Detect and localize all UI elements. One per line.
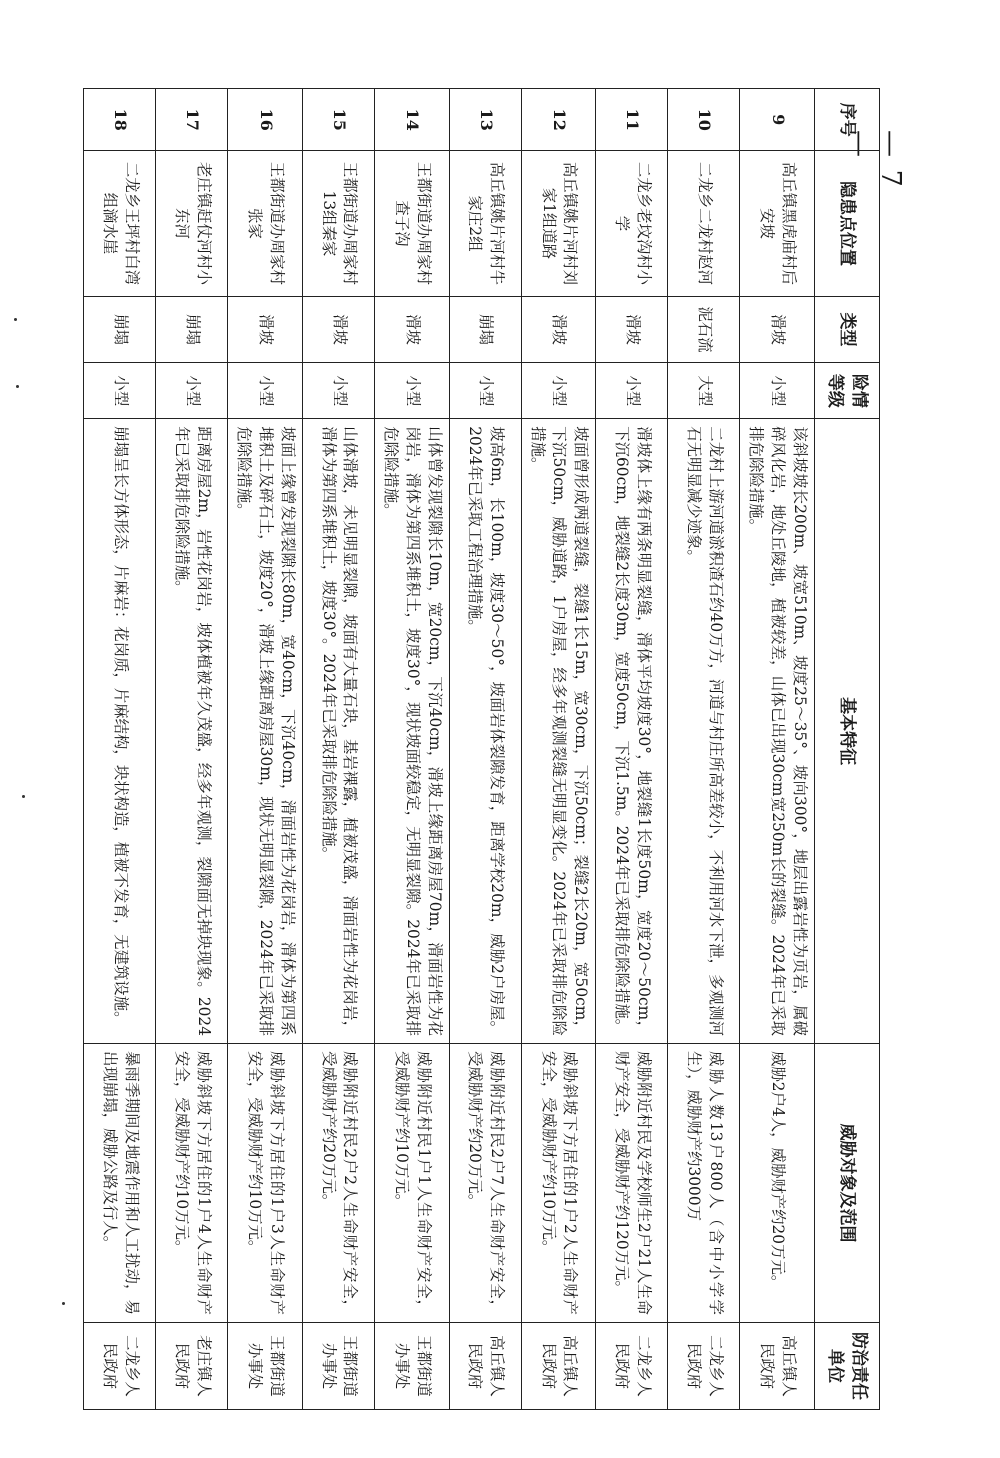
scan-speck <box>14 318 17 321</box>
cell-threat: 威胁2户4人，威胁财产约20万元。 <box>740 1044 815 1323</box>
cell-level: 小型 <box>375 363 450 419</box>
cell-location: 二龙乡王坪村白湾组滴水崖 <box>84 151 156 296</box>
cell-level: 小型 <box>228 363 303 419</box>
cell-type: 滑坡 <box>521 296 596 363</box>
cell-threat: 威胁附近村民2户7人生命财产安全，受威胁财产约20万元。 <box>449 1044 521 1323</box>
cell-threat: 暴雨季期间及地震作用和人工扰动，易出现崩塌，威胁公路及行人。 <box>84 1044 156 1323</box>
cell-unit: 王都街道办事处 <box>228 1322 303 1409</box>
cell-location: 二龙乡老坟沟村小学 <box>596 151 668 296</box>
page-number: — 7 — <box>844 130 906 189</box>
cell-feature: 崩塌呈长方体形态，片麻岩：花岗质，片麻结构，块状构造，植被不发育，无建筑设施。 <box>84 419 156 1044</box>
cell-type: 崩塌 <box>449 296 521 363</box>
cell-location: 高丘镇姚片河村牛家庄2组 <box>449 151 521 296</box>
hazard-table <box>84 88 881 1410</box>
cell-unit: 二龙乡人民政府 <box>596 1322 668 1409</box>
cell-index: 14 <box>375 89 450 151</box>
cell-location: 高丘镇姚片河村刘家1组道路 <box>521 151 596 296</box>
table-row <box>303 89 375 1410</box>
header-level: 险情等级 <box>815 363 880 419</box>
header-threat: 威胁对象及范围 <box>815 1044 880 1323</box>
header-type: 类型 <box>815 296 880 363</box>
table-row <box>84 89 156 1410</box>
table-row <box>521 89 596 1410</box>
cell-location: 老庄镇赶仗河村小东河 <box>156 151 228 296</box>
cell-threat: 威胁斜坡下方居住的1户2人生命财产安全，受威胁财产约10万元。 <box>521 1044 596 1323</box>
cell-feature: 山体滑坡，未见明显裂隙，坡面有大量石块，基岩裸露，植被茂盛，滑面岩性为花岗岩，滑体为第四系堆积土，坡度30°。2024年已采取排危除险措施。 <box>303 419 375 1044</box>
cell-unit: 高丘镇人民政府 <box>521 1322 596 1409</box>
cell-level: 小型 <box>156 363 228 419</box>
table-row <box>740 89 815 1410</box>
cell-index: 16 <box>228 89 303 151</box>
table-row <box>449 89 521 1410</box>
scan-speck <box>22 795 25 798</box>
cell-feature: 距离房屋2m，岩性花岗岩，坡体植被年久茂盛，经多年观测，裂隙面无掉块现象。2024年已采取排危除险措施。 <box>156 419 228 1044</box>
cell-threat: 威胁斜坡下方居住的1户3人生命财产安全，受威胁财产约10万元。 <box>228 1044 303 1323</box>
cell-location: 王都街道办周家村13组秦家 <box>303 151 375 296</box>
scan-speck <box>16 385 19 388</box>
cell-type: 滑坡 <box>740 296 815 363</box>
cell-threat: 威胁附近村民1户1人生命财产安全，受威胁财产约10万元。 <box>375 1044 450 1323</box>
cell-feature: 二龙村上游河道淤积渣石约40万方，河道与村庄所高差较小，不利用河水下泄，多观测河石无明显减少迹象。 <box>668 419 740 1044</box>
cell-unit: 二龙乡人民政府 <box>668 1322 740 1409</box>
table-row <box>375 89 450 1410</box>
cell-index: 11 <box>596 89 668 151</box>
cell-level: 小型 <box>449 363 521 419</box>
cell-level: 小型 <box>521 363 596 419</box>
cell-level: 大型 <box>668 363 740 419</box>
cell-type: 崩塌 <box>156 296 228 363</box>
cell-threat: 威胁斜坡下方居住的1户4人生命财产安全，受威胁财产约10万元。 <box>156 1044 228 1323</box>
cell-type: 滑坡 <box>596 296 668 363</box>
scan-speck <box>62 1302 65 1305</box>
header-feature: 基本特征 <box>815 419 880 1044</box>
cell-level: 小型 <box>84 363 156 419</box>
table-row <box>156 89 228 1410</box>
cell-type: 滑坡 <box>228 296 303 363</box>
header-unit: 防治责任单位 <box>815 1322 880 1409</box>
table-header-row <box>815 89 880 1410</box>
cell-index: 10 <box>668 89 740 151</box>
cell-unit: 王都街道办事处 <box>303 1322 375 1409</box>
cell-location: 高丘镇黑虎庙村后安坡 <box>740 151 815 296</box>
rotated-table-container <box>101 88 880 1458</box>
cell-feature: 山体曾发现裂隙长10m，宽20cm，下沉40cm，滑坡上缘距离房屋70m，滑面岩性为花岗岩，滑体为第四系堆积土，坡度30°，现状坡面较稳定，无明显裂隙。2024年已采取排危除险措施。 <box>375 419 450 1044</box>
cell-location: 二龙乡二龙村赵河 <box>668 151 740 296</box>
cell-level: 小型 <box>740 363 815 419</box>
cell-index: 17 <box>156 89 228 151</box>
header-location: 隐患点位置 <box>815 151 880 296</box>
cell-threat: 威胁人数13户800人（含中小学学生），威胁财产约3000万 <box>668 1044 740 1323</box>
cell-unit: 高丘镇人民政府 <box>740 1322 815 1409</box>
table-row <box>596 89 668 1410</box>
cell-index: 12 <box>521 89 596 151</box>
cell-feature: 坡面上缘曾发现裂隙长80m，宽40cm，下沉40cm，滑面岩性为花岗岩，滑体为第四系堆积土及碎石土，坡度20°，滑坡上缘距离房屋30m，现状无明显裂隙，2024年已采取排危除险措施。 <box>228 419 303 1044</box>
cell-type: 滑坡 <box>303 296 375 363</box>
cell-unit: 高丘镇人民政府 <box>449 1322 521 1409</box>
cell-index: 18 <box>84 89 156 151</box>
cell-index: 15 <box>303 89 375 151</box>
table-row <box>228 89 303 1410</box>
cell-type: 滑坡 <box>375 296 450 363</box>
cell-unit: 二龙乡人民政府 <box>84 1322 156 1409</box>
cell-location: 王都街道办周家村查子沟 <box>375 151 450 296</box>
cell-level: 小型 <box>596 363 668 419</box>
cell-type: 崩塌 <box>84 296 156 363</box>
cell-index: 9 <box>740 89 815 151</box>
table-row <box>668 89 740 1410</box>
cell-feature: 坡高6m，长100m，坡度30～50°，坡面岩体裂隙发育，距离学校20m，威胁2户房屋。2024年已采取工程治理措施。 <box>449 419 521 1044</box>
cell-location: 王都街道办周家村张家 <box>228 151 303 296</box>
cell-feature: 该斜坡坡长200m、坡宽510m、坡度25～35°、坡向300°，地层出露岩性为页岩，属破碎风化岩，地处丘陵地，植被较差，山体已出现30cm宽250m长的裂缝。2024年已采取排危除险措施。 <box>740 419 815 1044</box>
cell-feature: 坡面曾形成两道裂缝，裂缝1长15m，宽30cm，下沉50cm；裂缝2长20m，宽50cm，下沉50cm，威胁道路，1户房屋，经多年观测裂缝无明显变化。2024年已采取排危除险措施。 <box>521 419 596 1044</box>
cell-threat: 威胁附近村民2户2人生命财产安全，受威胁财产约20万元。 <box>303 1044 375 1323</box>
header-index: 序号 <box>815 89 880 151</box>
cell-index: 13 <box>449 89 521 151</box>
cell-unit: 王都街道办事处 <box>375 1322 450 1409</box>
cell-threat: 威胁附近村民及学校师生2户21人生命财产安全，受威胁财产约120万元。 <box>596 1044 668 1323</box>
cell-unit: 老庄镇人民政府 <box>156 1322 228 1409</box>
cell-feature: 滑坡体上缘有两条明显裂缝，滑体平均坡度30°，地裂缝1长度50m，宽度20～50cm，下沉60cm，地裂缝2长度30m，宽度50cm，下沉1.5m。2024年已采取排危除险措施。 <box>596 419 668 1044</box>
cell-level: 小型 <box>303 363 375 419</box>
cell-type: 泥石流 <box>668 296 740 363</box>
